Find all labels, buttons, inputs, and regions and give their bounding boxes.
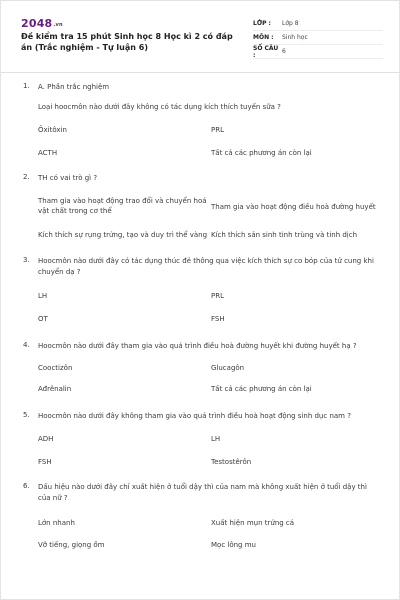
meta-label: MÔN : — [253, 34, 274, 41]
answer-option[interactable]: PRL — [211, 126, 224, 134]
answer-option[interactable]: Tất cả các phương án còn lại — [211, 385, 312, 393]
answer-option[interactable]: FSH — [211, 315, 225, 323]
meta-value: Lớp 8 — [282, 20, 299, 27]
question-text: Hoocmôn nào dưới đây không tham gia vào quá trình điều hoà hoạt động sinh dục nam ? — [38, 412, 351, 420]
answer-option[interactable]: Lớn nhanh — [38, 519, 75, 527]
answer-option[interactable]: Kích thích sự rụng trứng, tạo và duy trì thể vàng — [38, 231, 208, 239]
meta-row-class — [253, 17, 383, 31]
answer-option[interactable]: Ađrênalin — [38, 385, 72, 393]
section-heading: A. Phần trắc nghiệm — [38, 83, 110, 91]
question-3 — [21, 256, 381, 331]
meta-label: LỚP : — [253, 20, 271, 27]
answer-option[interactable]: LH — [38, 292, 48, 300]
answer-option[interactable]: Testostêrôn — [211, 458, 252, 466]
question-text: TH có vai trò gì ? — [38, 174, 98, 182]
question-1 — [21, 82, 381, 162]
answer-option[interactable]: ACTH — [38, 149, 58, 157]
answer-option[interactable]: Kích thích sản sinh tinh trùng và tinh dịch — [211, 231, 358, 239]
answer-option[interactable]: Ôxitôxin — [38, 126, 67, 134]
question-text: Dấu hiệu nào dưới đây chỉ xuất hiện ở tuổi dậy thì của nam mà không xuất hiện ở tuổi dậy thì của nữ ? — [38, 483, 367, 502]
question-number: 4. — [23, 341, 30, 349]
answer-option[interactable]: Tham gia vào hoạt động trao đổi và chuyển hoá vật chất trong cơ thể — [38, 197, 207, 215]
answer-option[interactable]: Cooctizôn — [38, 364, 73, 372]
document-title: Đề kiểm tra 15 phút Sinh học 8 Học kì 2 có đáp án (Trắc nghiệm - Tự luận 6) — [21, 32, 233, 52]
answer-option[interactable]: Vỡ tiếng, giọng ồm — [38, 541, 105, 549]
question-number: 3. — [23, 256, 30, 264]
worksheet-header — [21, 17, 383, 71]
logo-main: 2048 — [21, 17, 53, 30]
question-number: 5. — [23, 411, 30, 419]
question-6 — [21, 482, 381, 552]
question-text: Hoocmôn nào dưới đây tham gia vào quá trình điều hoà đường huyết khi đường huyết hạ ? — [38, 342, 357, 350]
question-number: 1. — [23, 82, 30, 90]
question-4 — [21, 341, 381, 401]
answer-option[interactable]: LH — [211, 435, 221, 443]
question-text: Loại hoocmôn nào dưới đây không có tác dụng kích thích tuyến sữa ? — [38, 103, 281, 111]
meta-value: Sinh học — [282, 34, 308, 41]
answer-option[interactable]: Glucagôn — [211, 364, 245, 372]
answer-option[interactable]: OT — [38, 315, 48, 323]
logo-suffix: .vn — [53, 22, 63, 28]
question-number: 2. — [23, 173, 30, 181]
meta-value: 6 — [282, 48, 286, 55]
meta-row-subject — [253, 31, 383, 45]
answer-option[interactable]: PRL — [211, 292, 224, 300]
question-number: 6. — [23, 482, 30, 490]
answer-option[interactable]: Tham gia vào hoạt động điều hoà đường huyết — [211, 203, 376, 211]
answer-option[interactable]: FSH — [38, 458, 52, 466]
answer-option[interactable]: Mọc lông mu — [211, 541, 256, 549]
question-5 — [21, 411, 381, 471]
answer-option[interactable]: Tất cả các phương án còn lại — [211, 149, 312, 157]
meta-row-count — [253, 45, 383, 59]
header-divider — [1, 72, 400, 73]
answer-option[interactable]: ADH — [38, 435, 54, 443]
question-text: Hoocmôn nào dưới đây có tác dụng thúc đẻ thông qua việc kích thích sự co bóp của tử cung khi chuyển dạ ? — [38, 257, 374, 276]
meta-label: SỐ CÂU : — [253, 44, 279, 59]
site-logo[interactable] — [21, 17, 63, 30]
meta-table — [253, 17, 383, 59]
question-2 — [21, 173, 381, 248]
answer-option[interactable]: Xuất hiện mụn trứng cá — [211, 519, 295, 527]
